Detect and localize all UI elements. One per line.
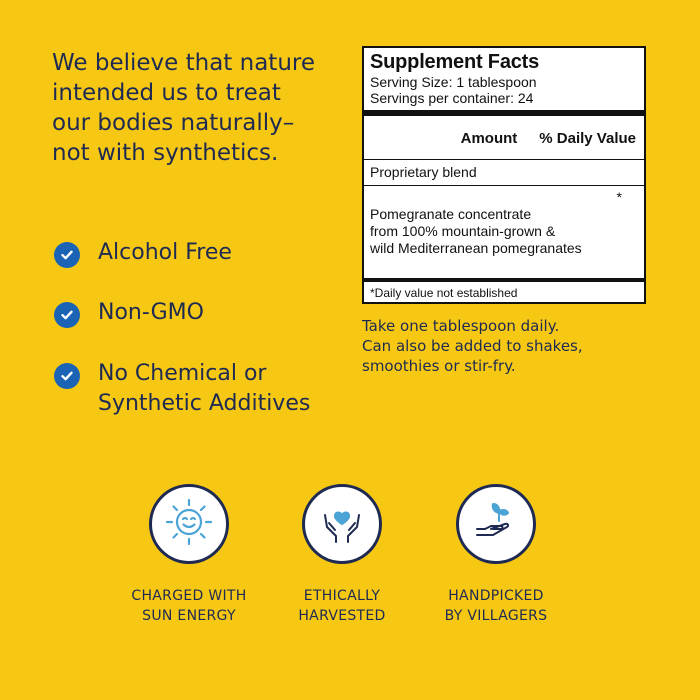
- feature-no-additives: [54, 359, 310, 419]
- supplement-facts-title: Supplement Facts: [370, 51, 540, 73]
- feature-non-gmo: [54, 298, 204, 328]
- check-circle-icon: [54, 242, 80, 268]
- ingredient-row: [364, 185, 644, 278]
- ingredient-daily-value: *: [616, 189, 622, 205]
- badge-caption: CHARGED WITH SUN ENERGY: [131, 588, 247, 624]
- hands-heart-icon: [315, 495, 369, 553]
- feature-alcohol-free: [54, 238, 232, 268]
- daily-value-footnote: *Daily value not established: [364, 278, 644, 300]
- directions-text: Take one tablespoon daily. Can also be added to shakes, smoothies or stir-fry.: [362, 317, 583, 375]
- check-circle-icon: [54, 363, 80, 389]
- hand-sprout-icon: [469, 495, 523, 553]
- badge-sun-energy: [124, 484, 254, 626]
- feature-label: Alcohol Free: [98, 240, 232, 265]
- serving-size: Serving Size: 1 tablespoon: [370, 74, 537, 90]
- badge-caption: ETHICALLY HARVESTED: [298, 588, 386, 624]
- ingredient-text: Pomegranate concentrate from 100% mountain-grown & wild Mediterranean pomegranates: [370, 206, 582, 256]
- badge-caption: HANDPICKED BY VILLAGERS: [444, 588, 548, 624]
- badge-circle: [149, 484, 229, 564]
- headline: We believe that nature intended us to treat our bodies naturally– not with synthetics.: [52, 50, 315, 166]
- badge-circle: [302, 484, 382, 564]
- proprietary-blend-row: Proprietary blend: [364, 159, 644, 185]
- amount-header-row: [364, 116, 644, 159]
- supplement-facts-panel: [362, 46, 646, 304]
- badge-ethically-harvested: [277, 484, 407, 626]
- badge-circle: [456, 484, 536, 564]
- smiling-sun-icon: [162, 495, 216, 553]
- servings-per-container: Servings per container: 24: [370, 90, 534, 106]
- check-circle-icon: [54, 302, 80, 328]
- amount-header: Amount: [460, 130, 518, 147]
- feature-label: No Chemical or Synthetic Additives: [98, 361, 311, 416]
- daily-value-header: % Daily Value: [539, 130, 636, 147]
- badge-handpicked: [431, 484, 561, 626]
- feature-label: Non-GMO: [98, 300, 204, 325]
